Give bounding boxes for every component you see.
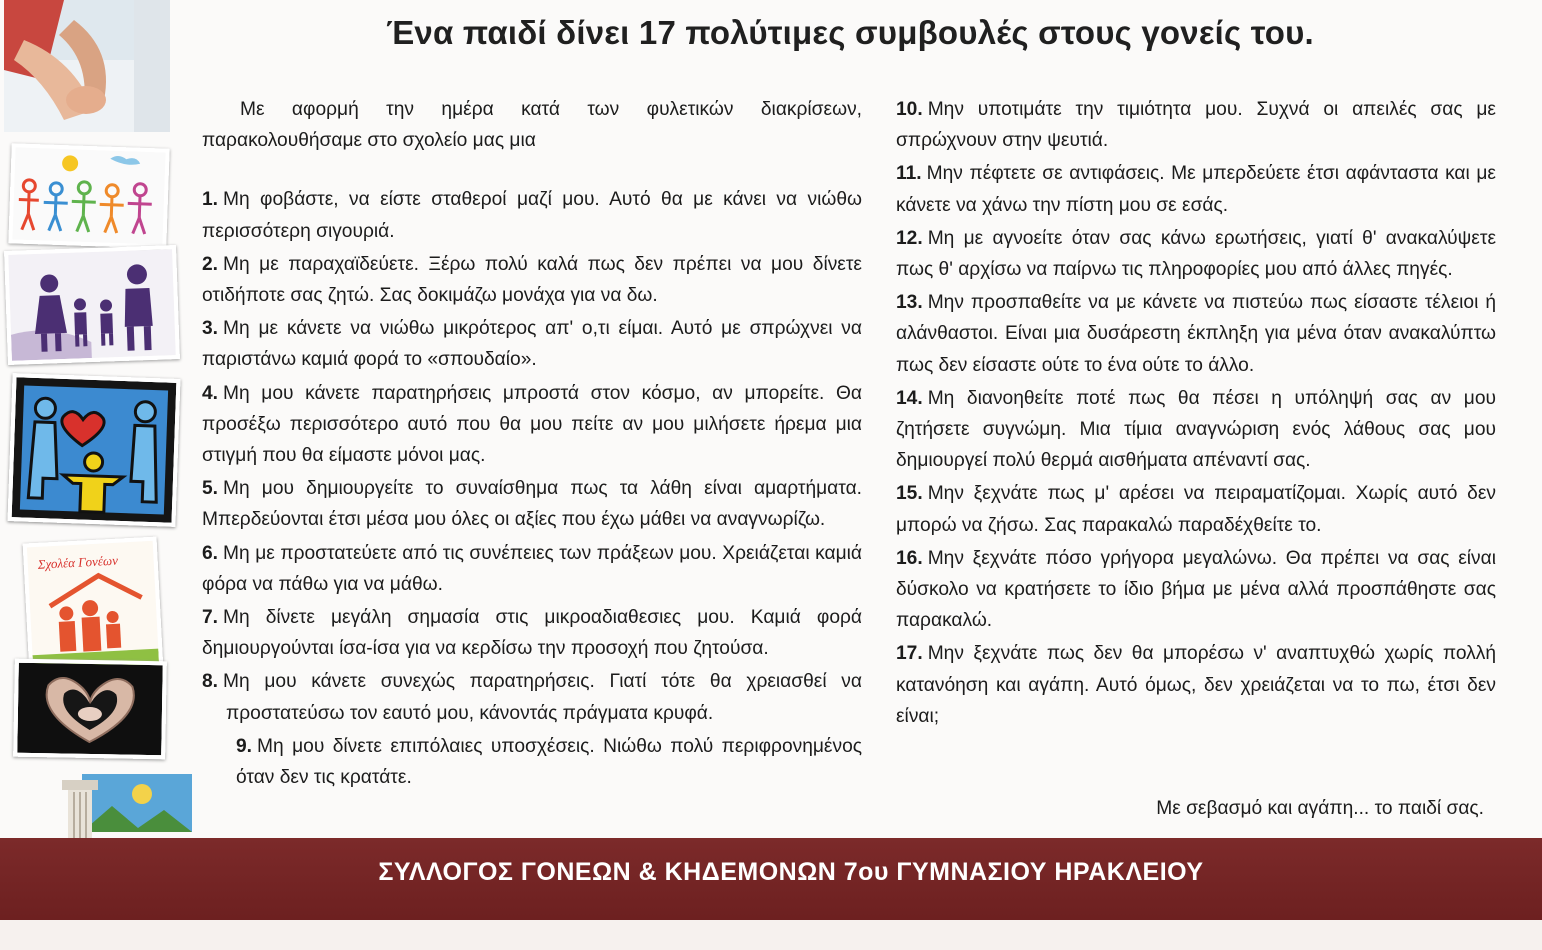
- page-title: Ένα παιδί δίνει 17 πολύτιμες συμβουλές στους γονείς του.: [386, 14, 1314, 51]
- parents-school-sticker: [23, 537, 164, 676]
- footer-association-name: ΣΥΛΛΟΓΟΣ ΓΟΝΕΩΝ & ΚΗΔΕΜΟΝΩΝ 7ου ΓΥΜΝΑΣΙΟΥ ΗΡΑΚΛΕΙΟΥ: [378, 858, 1204, 886]
- tip-text: Μη μου δίνετε επιπόλαιες υποσχέσεις. Νιώθω πολύ περιφρονημένος όταν δεν τις κρατάτε.: [236, 735, 862, 789]
- tips-column-left: [202, 94, 862, 795]
- tips-column-right: [896, 94, 1496, 734]
- tip-number: 11.: [896, 163, 922, 185]
- tip-number: 8.: [202, 671, 219, 693]
- tip-text: Μην υποτιμάτε την τιμιότητα μου. Συχνά οι απειλές σας με σπρώχνουν στην ψευτιά.: [896, 99, 1496, 152]
- tip-text: Μη μου δημιουργείτε το συναίσθημα πως τα λάθη είναι αμαρτήματα. Μπερδεύονται έτσι μέσα μου όλες οι αξίες που έχω μάθει να αναγνωρίζω.: [202, 478, 862, 531]
- tip-item: [202, 538, 862, 600]
- tip-item: [896, 638, 1496, 732]
- tip-number: 13.: [896, 292, 923, 314]
- tip-text: Μη με παραχαϊδεύετε. Ξέρω πολύ καλά πως δεν πρέπει να μου δίνετε οτιδήποτε σας ζητώ. Σας δοκιμάζω μονάχα για να δω.: [202, 253, 862, 307]
- haring-style-heart-image: [7, 373, 180, 527]
- family-silhouette-image: [4, 245, 180, 365]
- tip-item: [202, 666, 862, 728]
- tip-text: Μην ξεχνάτε πόσο γρήγορα μεγαλώνω. Θα πρέπει να σας είναι δύσκολο να κρατήσετε το ίδιο βήμα με μένα αλλά προσπάθηστε σας παρακαλώ.: [896, 547, 1496, 632]
- kids-drawing-image: [8, 143, 169, 248]
- intro-paragraph: Με αφορμή την ημέρα κατά των φυλετικών διακρίσεων, παρακολουθήσαμε στο σχολείο μας μια: [202, 99, 862, 152]
- tip-text: Μην ξεχνάτε πως δεν θα μπορέσω ν' αναπτυχθώ χωρίς πολλή κατανόηση και αγάπη. Αυτό όμως, δεν χρειάζεται να το πω, έτσι δεν είναι;: [896, 643, 1496, 727]
- tip-number: 14.: [896, 387, 923, 409]
- tip-item: [896, 383, 1496, 477]
- tip-item: [896, 543, 1496, 637]
- tip-number: 10.: [896, 99, 923, 120]
- bottom-margin-strip: [0, 920, 1542, 950]
- tip-text: Μη μου κάνετε συνεχώς παρατηρήσεις. Γιατί τότε θα χρειασθεί να προστατεύσω τον εαυτό μου, κάνοντάς πράγματα κρυφά.: [223, 671, 862, 724]
- tip-item: [896, 94, 1496, 156]
- tip-item: [896, 158, 1496, 220]
- sticker-label: Σχολέα Γονέων: [37, 552, 119, 572]
- tip-text: Μη διανοηθείτε ποτέ πως θα πέσει η υπόληψή σας αν μου ζητήσετε συγνώμη. Μια τίμια αναγνώριση ενός λάθους σας μου δημιουργεί πολύ θερμά αισθήματα απέναντί σας.: [896, 387, 1496, 472]
- tip-item: [896, 478, 1496, 540]
- tip-number: 16.: [896, 547, 923, 569]
- tip-number: 6.: [202, 542, 219, 564]
- tip-text: Μη με κάνετε να νιώθω μικρότερος απ' ο,τι είμαι. Αυτό με σπρώχνει να παριστάνω καμιά φορά το «σπουδαίο».: [202, 318, 862, 371]
- tip-number: 4.: [202, 382, 219, 404]
- tip-item: [202, 473, 862, 535]
- tip-item: [202, 731, 862, 793]
- tip-number: 12.: [896, 227, 923, 249]
- tip-text: Μην ξεχνάτε πως μ' αρέσει να πειραματίζομαι. Χωρίς αυτό δεν μπορώ να ζήσω. Σας παρακαλώ παραδέχθείτε το.: [896, 483, 1496, 536]
- tip-item: [896, 287, 1496, 381]
- signature-line: Με σεβασμό και αγάπη... το παιδί σας.: [1156, 798, 1484, 819]
- tip-number: 15.: [896, 483, 923, 505]
- tip-item: [202, 602, 862, 664]
- tip-number: 3.: [202, 318, 219, 340]
- tip-text: Μη φοβάστε, να είστε σταθεροί μαζί μου. Αυτό θα με κάνει να νιώθω περισσότερη σιγουριά.: [202, 189, 862, 242]
- tip-number: 17.: [896, 643, 923, 665]
- tip-item: [202, 249, 862, 311]
- tip-text: Μη μου κάνετε παρατηρήσεις μπροστά στον κόσμο, αν μπορείτε. Θα προσέξω περισσότερο αυτό που θα μου πείτε αν μου μιλήσετε ήρεμα μια στιγμή που θα είμαστε μόνοι μας.: [202, 382, 862, 467]
- tip-text: Μην προσπαθείτε να με κάνετε να πιστεύω πως είσαστε τέλειοι ή αλάνθαστοι. Είναι μια δυσάρεστη έκπληξη για μένα όταν ανακαλύπτω πως δεν είσαστε ούτε το ένα ούτε το άλλο.: [896, 292, 1496, 376]
- tip-item: [202, 184, 862, 246]
- tip-number: 7.: [202, 607, 219, 629]
- tip-text: Μην πέφτετε σε αντιφάσεις. Με μπερδεύετε έτσι αφάνταστα και με κάνετε να χάνω την πίστη μου σε εσάς.: [896, 163, 1496, 216]
- tip-text: Μη με αγνοείτε όταν σας κάνω ερωτήσεις, γιατί θ' ανακαλύψετε πως θ' αρχίσω να παίρνω τις πληροφορίες μου από άλλες πηγές.: [896, 227, 1496, 281]
- tip-item: [202, 313, 862, 375]
- tip-text: Μη δίνετε μεγάλη σημασία στις μικροαδιαθεσιες μου. Καμιά φορά δημιουργούνται ίσα-ίσα για να κερδίσω την προσοχή που ζητούσα.: [202, 607, 862, 660]
- tip-item: [202, 378, 862, 472]
- tip-number: 5.: [202, 478, 219, 500]
- heart-hands-photo: [13, 659, 167, 760]
- tip-number: 2.: [202, 253, 219, 275]
- tip-number: 1.: [202, 189, 219, 211]
- tip-text: Μη με προστατεύετε από τις συνέπειες των πράξεων μου. Χρειάζεται καμιά φόρα να πάθω για να μάθω.: [202, 542, 862, 595]
- holding-hands-photo: [4, 0, 170, 132]
- tip-number: 9.: [236, 735, 253, 757]
- tip-item: [896, 223, 1496, 285]
